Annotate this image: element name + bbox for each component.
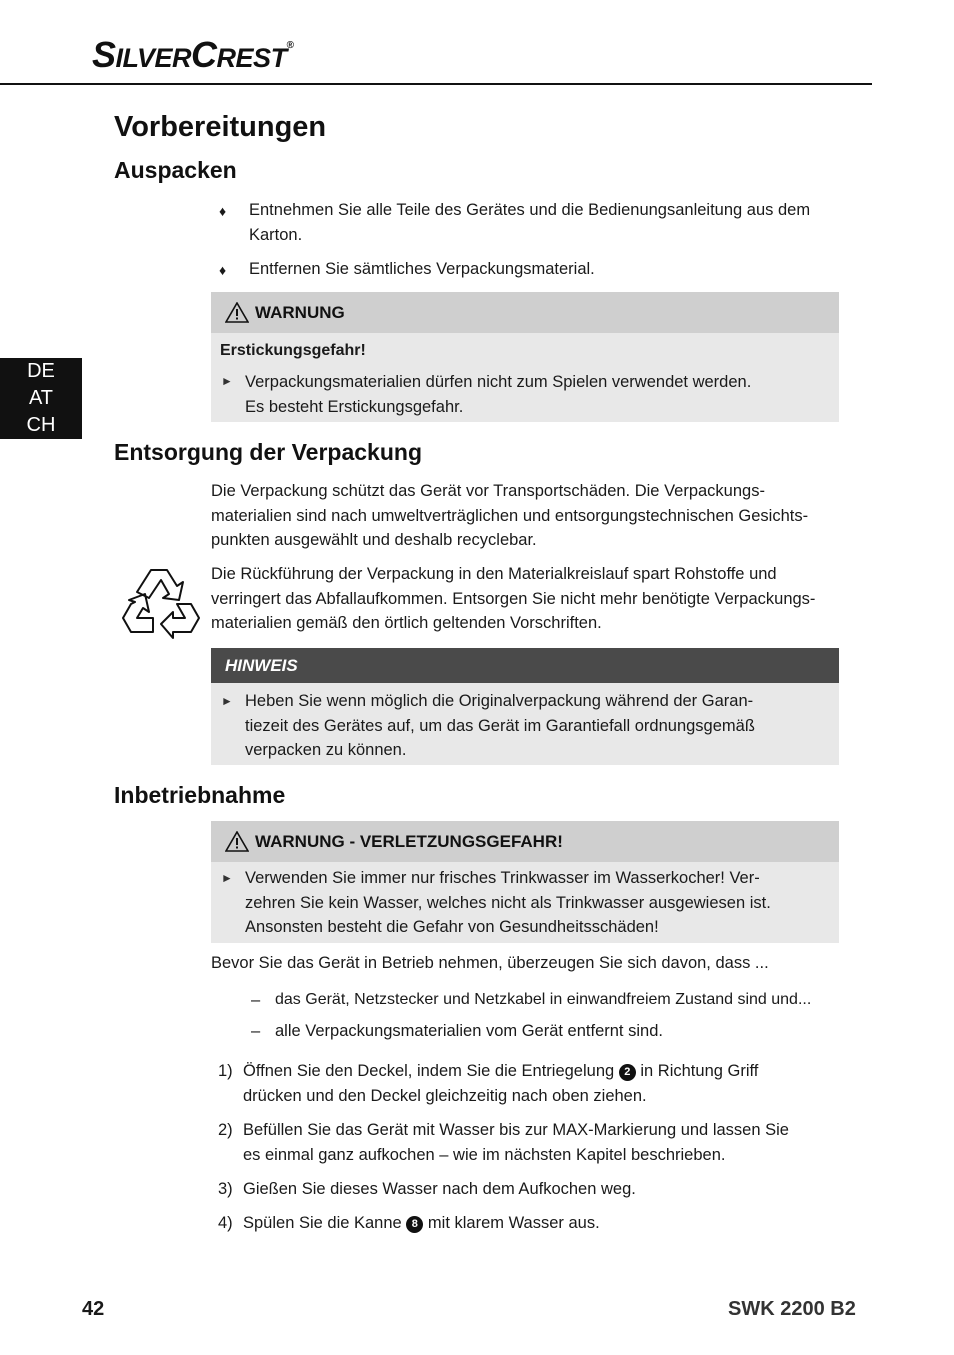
step-4: Spülen Sie die Kanne 8 mit klarem Wasser aus. — [243, 1214, 600, 1232]
auspacken-bullet-2: Entfernen Sie sämtliches Verpackungsmaterial. — [249, 260, 595, 278]
injury-warning-text: Verwenden Sie immer nur frisches Trinkwasser im Wasserkocher! Ver- zehren Sie kein Wasser, welches nicht als Trinkwasser ausgewiesen ist. Ansonsten besteht die Gefahr von Gesundheitsschäden! — [245, 869, 771, 936]
arrow-icon: ► — [221, 694, 233, 708]
warning-text: Verpackungsmaterialien dürfen nicht zum Spielen verwendet werden. Es besteht Erstickungsgefahr. — [245, 373, 752, 416]
step-4-number: 4) — [218, 1214, 233, 1232]
step-2-number: 2) — [218, 1121, 233, 1139]
check-item-1: das Gerät, Netzstecker und Netzkabel in einwandfreiem Zustand sind und... — [275, 991, 812, 1008]
warning-triangle-icon — [225, 302, 249, 323]
page-number: 42 — [82, 1298, 105, 1320]
entsorgung-paragraph-1: Die Verpackung schützt das Gerät vor Transportschäden. Die Verpackungs- materialien sind nach umweltverträglichen und entsorgungstechnischen Gesichts- punkten ausgewählt und deshalb recyclebar. — [211, 482, 809, 549]
bullet-icon: ♦ — [219, 203, 227, 219]
step-3: Gießen Sie dieses Wasser nach dem Aufkochen weg. — [243, 1180, 636, 1198]
warning-box-choking — [211, 292, 839, 422]
heading-inbetriebnahme: Inbetriebnahme — [114, 782, 286, 808]
warning-box-injury — [211, 821, 839, 943]
lang-ch: CH — [26, 414, 56, 436]
warning-subhead: Erstickungsgefahr! — [220, 342, 366, 359]
lang-at: AT — [28, 387, 54, 409]
step-1: Öffnen Sie den Deckel, indem Sie die Entriegelung 2 in Richtung Griff drücken und den Deckel gleichzeitig nach oben ziehen. — [243, 1062, 759, 1105]
warning-triangle-icon — [225, 831, 249, 852]
part-ref-2: 2 — [619, 1064, 636, 1081]
page-title: Vorbereitungen — [114, 111, 327, 143]
check-item-2: alle Verpackungsmaterialien vom Gerät entfernt sind. — [275, 1022, 663, 1040]
dash-icon: – — [251, 1022, 261, 1040]
heading-entsorgung: Entsorgung der Verpackung — [114, 439, 422, 465]
header-rule — [0, 83, 872, 85]
arrow-icon: ► — [221, 374, 233, 388]
recycling-icon — [121, 564, 203, 642]
heading-auspacken: Auspacken — [114, 157, 237, 183]
step-3-number: 3) — [218, 1180, 233, 1198]
hinweis-header: HINWEIS — [211, 648, 839, 683]
part-ref-8: 8 — [406, 1216, 423, 1233]
warning-header: WARNUNG — [211, 292, 839, 333]
step-1-number: 1) — [218, 1062, 233, 1080]
auspacken-bullet-1: Entnehmen Sie alle Teile des Gerätes und die Bedienungsanleitung aus dem Karton. — [249, 201, 811, 244]
lang-de: DE — [27, 360, 55, 382]
hinweis-text: Heben Sie wenn möglich die Originalverpackung während der Garan- tiezeit des Gerätes auf, um das Gerät im Garantiefall ordnungsgemäß verpacken zu können. — [245, 692, 755, 759]
warning-header: WARNUNG - VERLETZUNGSGEFAHR! — [211, 821, 839, 862]
dash-icon: – — [251, 991, 261, 1009]
step-2: Befüllen Sie das Gerät mit Wasser bis zur MAX-Markierung und lassen Sie es einmal ganz aufkochen – wie im nächsten Kapitel beschrieben. — [243, 1121, 789, 1164]
entsorgung-paragraph-2: Die Rückführung der Verpackung in den Materialkreislauf spart Rohstoffe und verringert das Abfallaufkommen. Entsorgen Sie nicht mehr benötigte Verpackungs- materialien gemäß den örtlich geltenden Vorschriften. — [211, 565, 816, 632]
hinweis-box — [211, 648, 839, 765]
bullet-icon: ♦ — [219, 262, 227, 278]
language-tab — [0, 358, 82, 439]
inbetrieb-intro: Bevor Sie das Gerät in Betrieb nehmen, überzeugen Sie sich davon, dass ... — [211, 954, 769, 972]
model-number: SWK 2200 B2 — [728, 1298, 856, 1320]
silvercrest-logo: SILVERCREST® — [92, 34, 294, 75]
arrow-icon: ► — [221, 871, 233, 885]
